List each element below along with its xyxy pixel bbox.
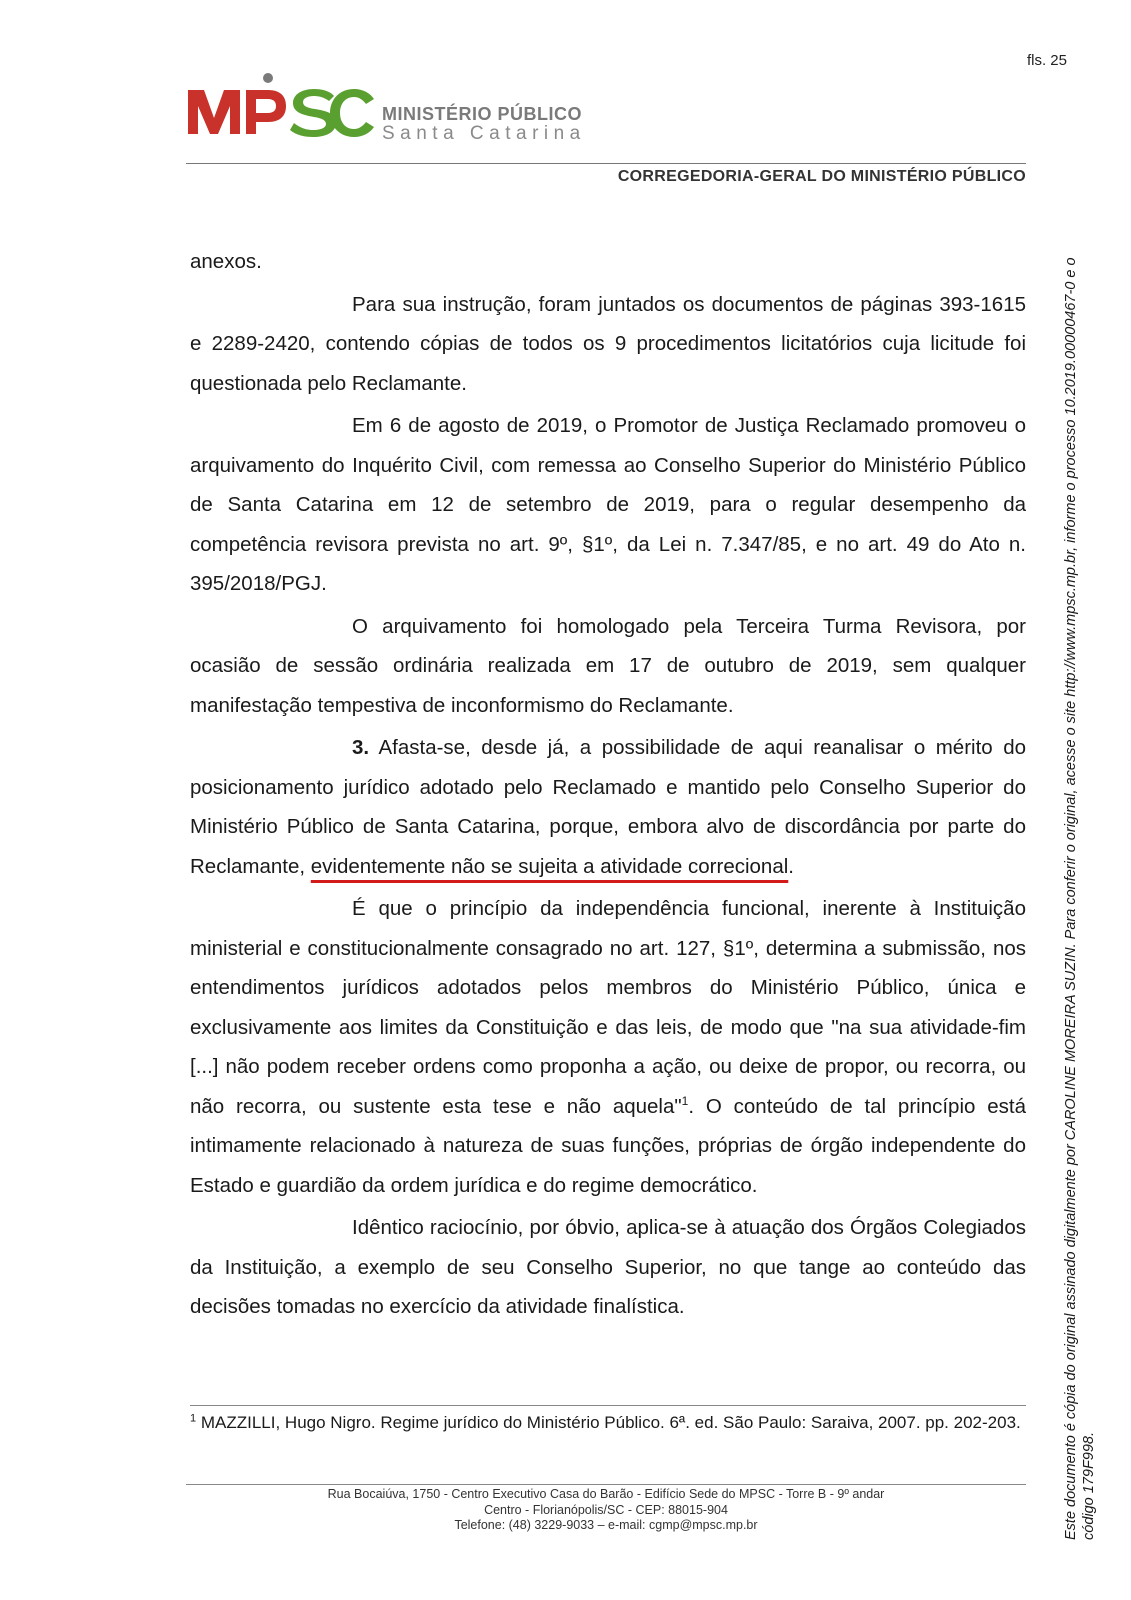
paragraph-4-text: Afasta-se, desde já, a possibilidade de aqui reanalisar o mérito do posicionamento jurídico adotado pelo Reclamado e mantido pelo Conselho Superior do Ministério Público de Santa Catarina, porque, embora alvo de discordância por parte do Reclamante, (190, 736, 1026, 878)
page-footer (186, 1487, 1026, 1534)
paragraph-5-text-a: É que o princípio da independência funcional, inerente à Instituição ministerial e constitucionalmente consagrado no art. 127, §1º, determina a submissão, nos entendimentos jurídicos adotados pelos membros do Ministério Público, única e exclusivamente aos limites da Constituição e das leis, de modo que "na sua atividade-fim [...] não podem receber ordens como proponha a ação, ou deixe de propor, ou recorra, ou não recorra, ou sustente esta tese e não aquela" (190, 897, 1026, 1118)
header-title: CORREGEDORIA-GERAL DO MINISTÉRIO PÚBLICO (617, 168, 1026, 185)
paragraph-4-end: . (788, 854, 794, 878)
footnote (190, 1412, 1026, 1434)
page-number: fls. 25 (1026, 52, 1067, 69)
paragraph-6: Idêntico raciocínio, por óbvio, aplica-se à atuação dos Órgãos Colegiados da Instituição, a exemplo de seu Conselho Superior, no que tange ao conteúdo das decisões tomadas no exercício da atividade finalística. (190, 1216, 1026, 1318)
stamp-line1: Este documento é cópia do original assinado digitalmente por CAROLINE MOREIRA SUZIN. Para conferir o original, acesse o site http://www.mpsc.mp.br, informe o processo 10.2019.00000467-0 e o (1063, 257, 1079, 1540)
mpsc-logo-mark (186, 72, 376, 146)
footer-address: Rua Bocaiúva, 1750 - Centro Executivo Casa do Barão - Edifício Sede do MPSC - Torre B - 9º andar (327, 1487, 885, 1501)
footnote-ref: 1 (681, 1093, 689, 1108)
logo-line2: Santa Catarina (382, 123, 586, 144)
document-body (190, 242, 1026, 1330)
footer-contact: Telefone: (48) 3229-9033 – e-mail: cgmp@mpsc.mp.br (454, 1518, 758, 1532)
paragraph-4 (190, 728, 1026, 886)
paragraph-2: Em 6 de agosto de 2019, o Promotor de Justiça Reclamado promoveu o arquivamento do Inquérito Civil, com remessa ao Conselho Superior do Ministério Público de Santa Catarina em 12 de setembro de 2019, para o regular desempenho da competência revisora prevista no art. 9º, §1º, da Lei n. 7.347/85, e no art. 49 do Ato n. 395/2018/PGJ. (190, 414, 1026, 595)
mpsc-logo (186, 72, 606, 146)
paragraph-5-text-b: . O conteúdo de tal princípio está intimamente relacionado à natureza de suas funções, próprias de órgão independente do Estado e guardião da ordem jurídica e do regime democrático. (190, 1094, 1026, 1197)
paragraph-1: Para sua instrução, foram juntados os documentos de páginas 393-1615 e 2289-2420, contendo cópias de todos os 9 procedimentos licitatórios cuja licitude foi questionada pelo Reclamante. (190, 292, 1026, 395)
paragraph-0: anexos. (190, 250, 262, 273)
footer-city: Centro - Florianópolis/SC - CEP: 88015-904 (484, 1502, 728, 1517)
paragraph-3: O arquivamento foi homologado pela Terceira Turma Revisora, por ocasião de sessão ordinária realizada em 17 de outubro de 2019, sem qualquer manifestação tempestiva de inconformismo do Reclamante. (190, 614, 1026, 717)
header-divider (186, 163, 1026, 164)
footnote-divider (190, 1405, 1026, 1406)
digital-signature-stamp (1062, 257, 1098, 1540)
underlined-highlight: evidentemente não se sujeita a atividade correcional (310, 854, 789, 878)
footer-divider (186, 1484, 1026, 1485)
footnote-text: MAZZILLI, Hugo Nigro. Regime jurídico do Ministério Público. 6ª. ed. São Paulo: Saraiva, 2007. pp. 202-203. (196, 1413, 1021, 1432)
logo-line1: MINISTÉRIO PÚBLICO (382, 104, 583, 124)
paragraph-5 (190, 889, 1026, 1205)
stamp-line2: código 179F998. (1081, 1431, 1097, 1540)
section-number: 3. (352, 736, 370, 759)
footnote-number: 1 (190, 1412, 197, 1425)
